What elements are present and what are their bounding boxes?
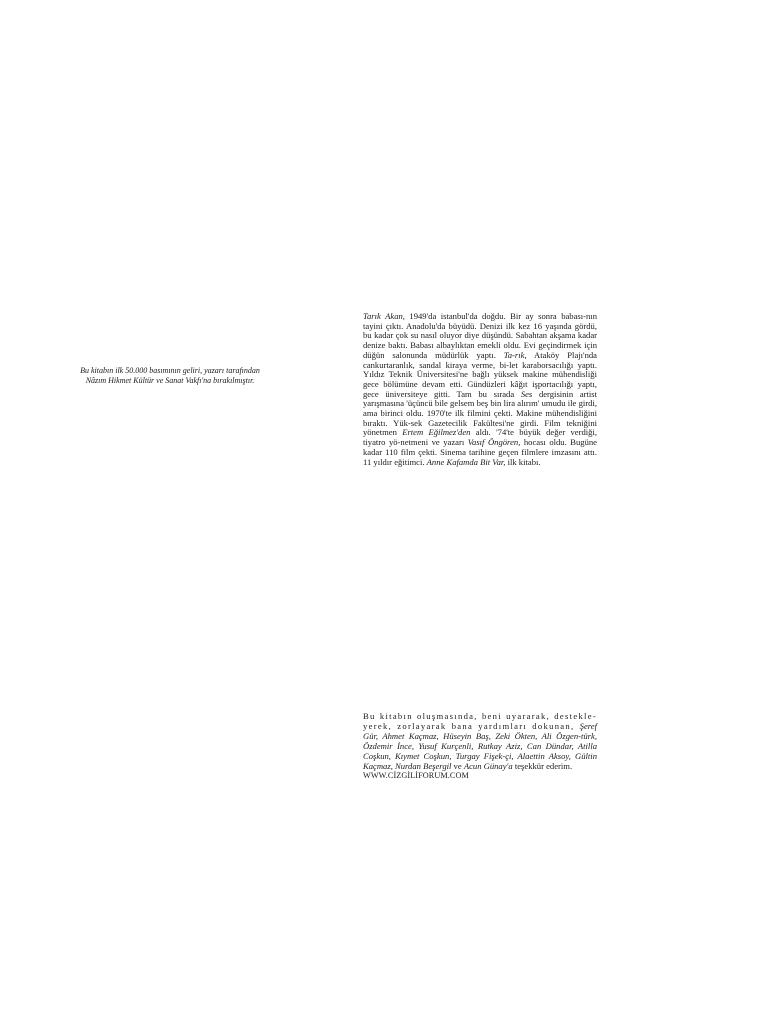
ack-intro: Bu kitabın oluşmasında, beni uyararak, destekle-yerek, zorlayarak bana yardımları dokunan, bbox=[363, 711, 597, 731]
ack-thanks: teşekkür ederim. bbox=[512, 760, 573, 771]
magazine-name: Ses bbox=[520, 388, 533, 399]
book-title: Anne Kafamda Bit Var, bbox=[426, 456, 506, 467]
bio-text-3: dergisinin artist yarışmasına 'üçüncü bile gelsem beş bin lira alırım' umudu ile girdi, ama birinci oldu. 1970'te ilk filmini çekti. Makine mühendisliğini bıraktı. Yük-sek Gazetecilik Fakültesi'ne girdi. Film tekniğini yönetmen bbox=[363, 388, 598, 438]
ack-and: ve bbox=[451, 760, 464, 771]
biography-paragraph bbox=[363, 312, 597, 467]
donation-note-line-2: Nâzım Hikmet Kültür ve Sanat Vakfı'na bırakılmıştır. bbox=[85, 376, 255, 385]
acknowledgements bbox=[363, 712, 597, 781]
acknowledgements-paragraph bbox=[363, 712, 597, 771]
author-biography bbox=[363, 312, 597, 467]
author-name-short: Ta-rık, bbox=[503, 349, 527, 360]
bio-text-1: 1949'da istanbul'da doğdu. Bir ay sonra babası-nın tayini çıktı. Anadolu'da büyüdü. Denizi ilk kez 16 yaşında gördü, bu kadar çok su nasıl oluyor diye düşündü. Sabahtan akşama kadar denize baktı. Babası albaylıktan emekli oldu. Evi geçindirmek için düğün salonunda müdürlük yaptı. bbox=[363, 311, 597, 360]
author-name: Tarık Akan, bbox=[363, 311, 405, 321]
donation-note-line-1: Bu kitabın ilk 50.000 basımının geliri, yazarı tarafından bbox=[80, 366, 260, 375]
bio-text-2: Ataköy Plajı'nda cankurtaranlık, sandal kiraya verme, bi-let karaborsacılığı yaptı. Yıldız Teknik Üniversitesi'ne bağlı yüksek makine mühendisliği gece bölümüne devam etti. Gündüzleri kâğıt işportacılığı yaptı, gece üniversiteye gitti. Tam bu sırada bbox=[363, 349, 597, 399]
director-name: Ertem Eğilmez'den bbox=[402, 427, 471, 438]
bio-text-5: hocası oldu. Bugüne kadar 110 film çekti. Sinema tarihine geçen filmlere imzasını attı. 11 yıldır eğitimci. bbox=[363, 437, 597, 467]
mentor-name: Vasıf Öngören, bbox=[467, 437, 521, 448]
donation-note bbox=[70, 366, 270, 386]
website-url: WWW.CİZGİLİFORUM.COM bbox=[363, 771, 469, 781]
ack-names: Şeref Gür, Ahmet Kaçmaz, Hüseyin Baş, Zeki Ökten, Ali Özgen-türk, Özdemir İnce, Yusuf Kurçenli, Rutkay Aziz, Can Dündar, Atilla Coşkun, Kıymet Coşkun, Turgay Fişek-çi, Alaettin Aksoy, Gültin Kaçmaz, Nurdan Beşergil bbox=[363, 720, 597, 771]
bio-text-4: aldı. '74'te büyük değer verdiği, tiyatro yö-netmeni ve yazarı bbox=[363, 427, 597, 448]
bio-text-6: ilk kitabı. bbox=[505, 456, 541, 467]
ack-last-name: Acun Günay'a bbox=[463, 760, 513, 771]
